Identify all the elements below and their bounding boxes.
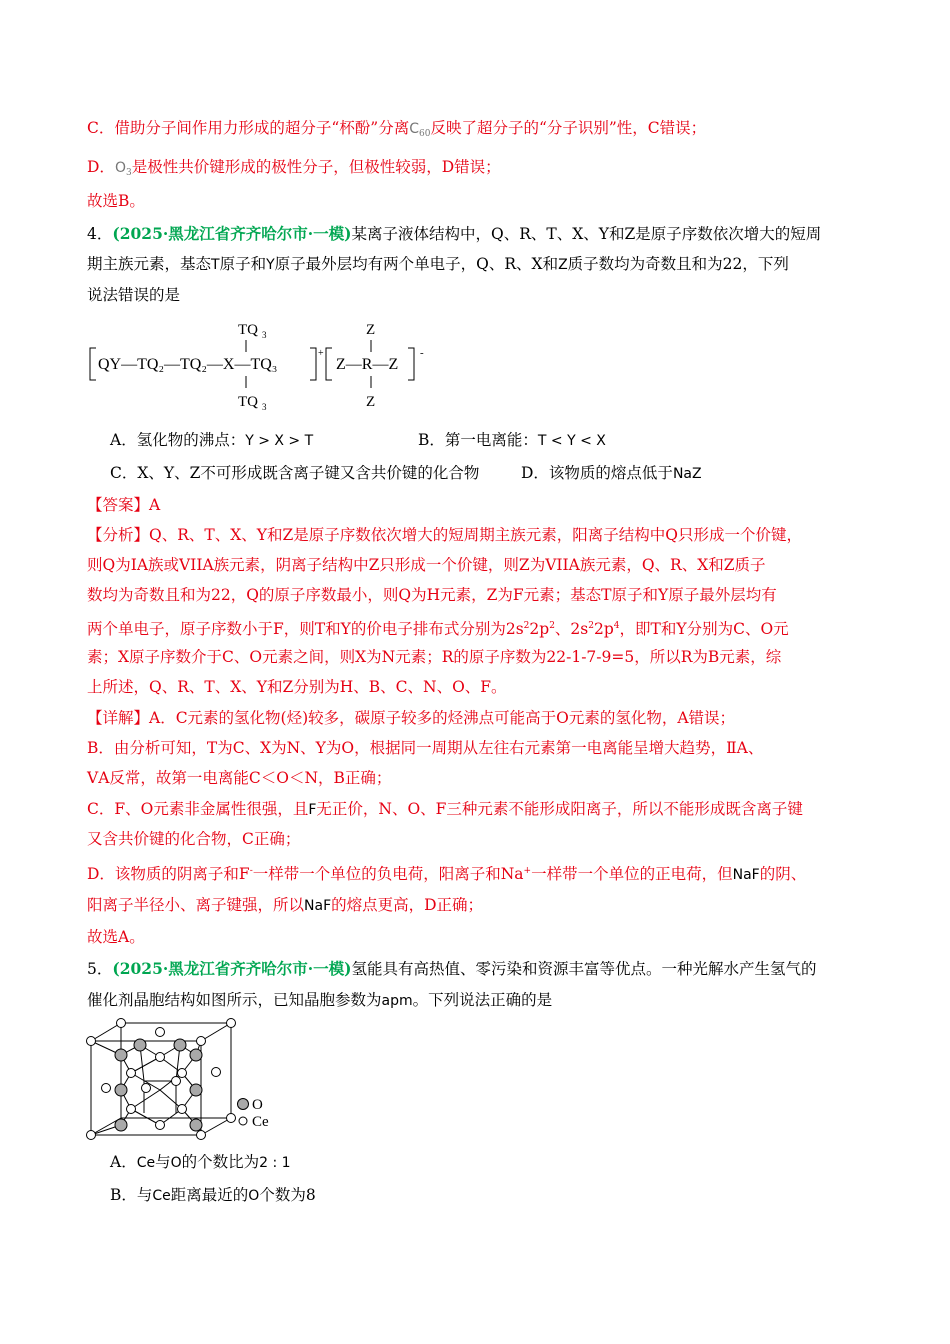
svg-text:3: 3 (262, 330, 267, 340)
q4-analysis-line5: 素；X原子序数介于C、O元素之间，则X为N元素；R的原子序数为22-1-7-9=5，所以R为B元素，综 (87, 648, 782, 666)
q4-detail-c-cont: 又含共价键的化合物，C正确； (87, 830, 301, 848)
q4-option-a[interactable]: A．氢化物的沸点：Y > X > T (110, 431, 314, 449)
anion-charge: - (420, 347, 424, 359)
q4-analysis-line6: 上所述，Q、R、T、X、Y和Z分别为H、B、C、N、O、F。 (87, 678, 507, 696)
q4-answer: 【答案】A (87, 496, 161, 514)
q4-detail-c: C．F、O元素非金属性很强，且F无正价，N、O、F三种元素不能形成阳离子，所以不能形成既含离子键 (87, 800, 803, 818)
q4-option-b[interactable]: B．第一电离能：T < Y < X (418, 431, 606, 449)
svg-text:TQ: TQ (238, 394, 258, 410)
legend-o-marker (238, 1099, 249, 1110)
legend-ce-marker (239, 1117, 247, 1125)
svg-text:3: 3 (262, 402, 267, 412)
q4-detail-b-cont: ⅤA反常，故第一电离能C＜O＜N，B正确； (87, 769, 392, 787)
q4-analysis-line2: 则Q为IA族或VIIA族元素，阴离子结构中Z只形成一个价键，则Z为VIIA族元素，Q、R、X和Z质子 (87, 556, 766, 574)
ionic-liquid-structure-figure (86, 318, 436, 418)
q4-detail-a: 【详解】A．C元素的氢化物(烃)较多，碳原子较多的烃沸点可能高于O元素的氢化物，A错误； (87, 709, 736, 727)
cation-charge: + (318, 348, 324, 359)
q4-stem-line2: 期主族元素，基态T原子和Y原子最外层均有两个单电子，Q、R、X和Z质子数均为奇数且和为22，下列 (87, 255, 789, 273)
q4-stem-line3: 说法错误的是 (87, 286, 181, 304)
q4-analysis-line3: 数均为奇数且和为22，Q的原子序数最小，则Q为H元素，Z为F元素；基态T原子和Y原子最外层均有 (87, 586, 777, 604)
option-d-explanation: D．$O_3$是极性共价键形成的极性分子，但极性较弱，D错误； (87, 158, 501, 178)
prev-answer-choice: 故选B。 (87, 192, 145, 210)
q5-stem-line2: 催化剂晶胞结构如图所示，已知晶胞参数为apm。下列说法正确的是 (87, 991, 553, 1009)
q5-stem-line1: 5．(2025·黑龙江省齐齐哈尔市·一模)氢能具有高热值、零污染和资源丰富等优点。一种光解水产生氢气的 (87, 959, 817, 978)
q4-detail-d: D．该物质的阴离子和F-一样带一个单位的负电荷，阳离子和Na+一样带一个单位的正电荷，但NaF的阴、 (87, 865, 807, 883)
q4-option-c[interactable]: C．X、Y、Z不可形成既含离子键又含共价键的化合物 (110, 464, 480, 482)
svg-text:Z: Z (366, 394, 376, 410)
svg-text:Z: Z (366, 322, 376, 338)
anion-chain: Z—R—Z (336, 356, 399, 373)
legend-ce-label: Ce (252, 1114, 269, 1130)
q4-choose: 故选A。 (87, 928, 145, 946)
crystal-cell-figure (84, 1017, 284, 1142)
q4-option-d[interactable]: D．该物质的熔点低于NaZ (521, 464, 702, 482)
q5-option-b[interactable]: B．与Ce距离最近的O个数为8 (110, 1186, 316, 1204)
option-c-explanation: C．借助分子间作用力形成的超分子“杯酚”分离$C_{60}$反映了超分子的“分子识别”性，C错误； (87, 119, 707, 139)
q5-option-a[interactable]: A．Ce与O的个数比为2 : 1 (110, 1153, 291, 1171)
q4-detail-b: B．由分析可知，T为C、X为N、Y为O，根据同一周期从左往右元素第一电离能呈增大趋势，ⅡA、 (87, 739, 764, 757)
q4-detail-d-cont: 阳离子半径小、离子键强，所以NaF的熔点更高，D正确； (87, 896, 484, 914)
q4-analysis-line1: 【分析】Q、R、T、X、Y和Z是原子序数依次增大的短周期主族元素，阳离子结构中Q只形成一个价键， (87, 526, 802, 544)
q4-stem-line1: 4．(2025·黑龙江省齐齐哈尔市·一模)某离子液体结构中，Q、R、T、X、Y和Z是原子序数依次增大的短周 (87, 224, 822, 243)
cation-chain: QY—TQ₂—TQ₂—X—TQ₃ (98, 356, 278, 373)
q4-analysis-line4: 两个单电子，原子序数小于F，则T和Y的价电子排布式分别为$2s^22p^2$、$2s^22p^4$，即T和Y分别为C、O元 (87, 620, 789, 638)
legend-o-label: O (252, 1097, 263, 1113)
svg-text:TQ: TQ (238, 322, 258, 338)
